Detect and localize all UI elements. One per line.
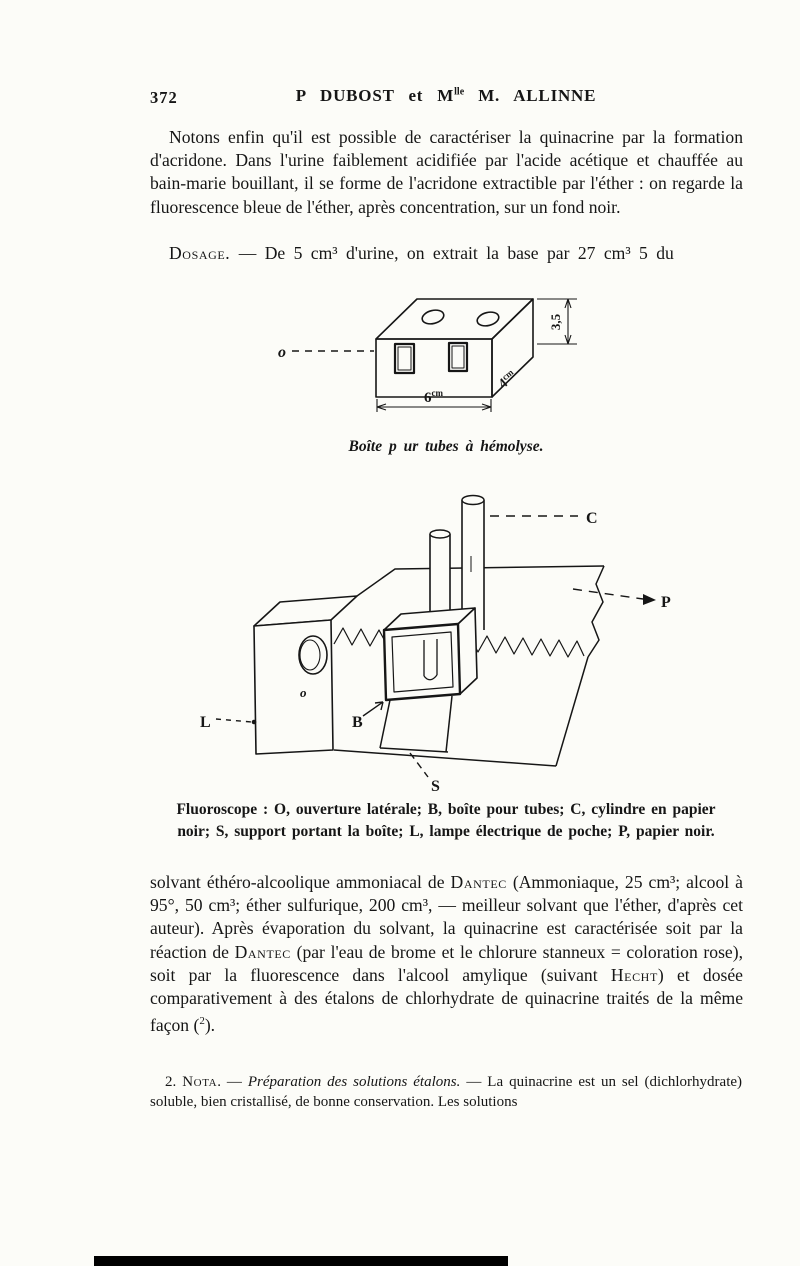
l-leader-dot [252,720,257,725]
running-head-post: M. ALLINNE [464,86,597,105]
footnote-number: 2. [165,1074,183,1090]
running-head-sup: lle [454,86,465,98]
running-head-pre: P DUBOST et M [295,86,455,105]
dantec-smallcaps: Dantec [450,872,507,892]
opening-leader-label: o [278,344,286,361]
figure1-caption: Boîte p ur tubes à hémolyse. [348,438,544,455]
footnote: 2. Nota. — Préparation des solutions étalons. — La quinacrine est un sel (dichlorhydrate) soluble, bien cristallisé, de bonne conservation. Les solutions [150,1074,743,1110]
paragraph-solvant: solvant éthéro-alcoolique ammoniacal de Dantec (Ammoniaque, 25 cm³; alcool à 95°, 50 cm³; éther sulfurique, 200 cm³, — meilleur solvant que l'éther, d'après cet auteur). Après évaporation du solvant, la quinacrine est caractérisée soit par la réaction de Dantec (par l'eau de brome et le chlorure stanneux = coloration rose), soit par la fluorescence dans l'alcool amylique (suivant Hecht) et dosée comparativement à des étalons de chlorhydrate de quinacrine traités de la même façon ($^2$). [150,872,743,1036]
tube-box [384,608,477,700]
dantec-smallcaps: Dantec [234,941,291,962]
paragraph-dosage [150,242,743,265]
hemolysis-box-figure [235,283,595,433]
paragraph-acridone: Notons enfin qu'il est possible de caractériser la quinacrine par la formation d'acridone. Dans l'urine faiblement acidifiée par l'acide acétique et chauffée au bain-marie bouillant, il se forme de l'acridone extractible par l'éther : on regarde la fluorescence bleue de l'éther, après concentration, sur un fond noir. [150,127,743,217]
figure2-caption [150,799,742,842]
scan-artifact-bar [94,1256,508,1266]
width-dimension-label: $6^{cm}$ [424,388,443,406]
hecht-smallcaps: Hecht [610,964,658,985]
running-head [150,86,742,106]
dosage-label: Dosage. [169,243,231,263]
pocket-lamp-box [254,596,357,754]
depth-dimension-label: $4^{cm}$ [495,367,516,393]
p-arrowhead [643,594,656,605]
footnote-reference: 2 [199,1015,205,1028]
label-box-b: B [352,714,363,731]
fluoroscope-figure [170,478,700,800]
dimension-lines [377,299,577,412]
dosage-text: — De 5 cm³ d'urine, on extrait la base par 27 cm³ 5 du [230,243,674,263]
label-cylinder-c: C [586,510,598,527]
height-dimension-label: 3,5 [548,313,563,331]
figure2-caption-line2: noir; S, support portant la boîte; L, lampe électrique de poche; P, papier noir. [177,822,715,840]
footnote-italic-title: Préparation des solutions étalons. [247,1074,461,1090]
nota-smallcaps: Nota [182,1074,218,1090]
label-paper-p: P [661,594,671,611]
label-support-s: S [431,778,440,795]
label-lamp-l: L [200,714,211,731]
page-number: 372 [150,88,178,107]
figure2-caption-line1: Fluoroscope : O, ouverture latérale; B, boîte pour tubes; C, cylindre en papier [176,801,716,818]
label-opening-o: o [300,685,307,700]
box-support [380,696,452,752]
